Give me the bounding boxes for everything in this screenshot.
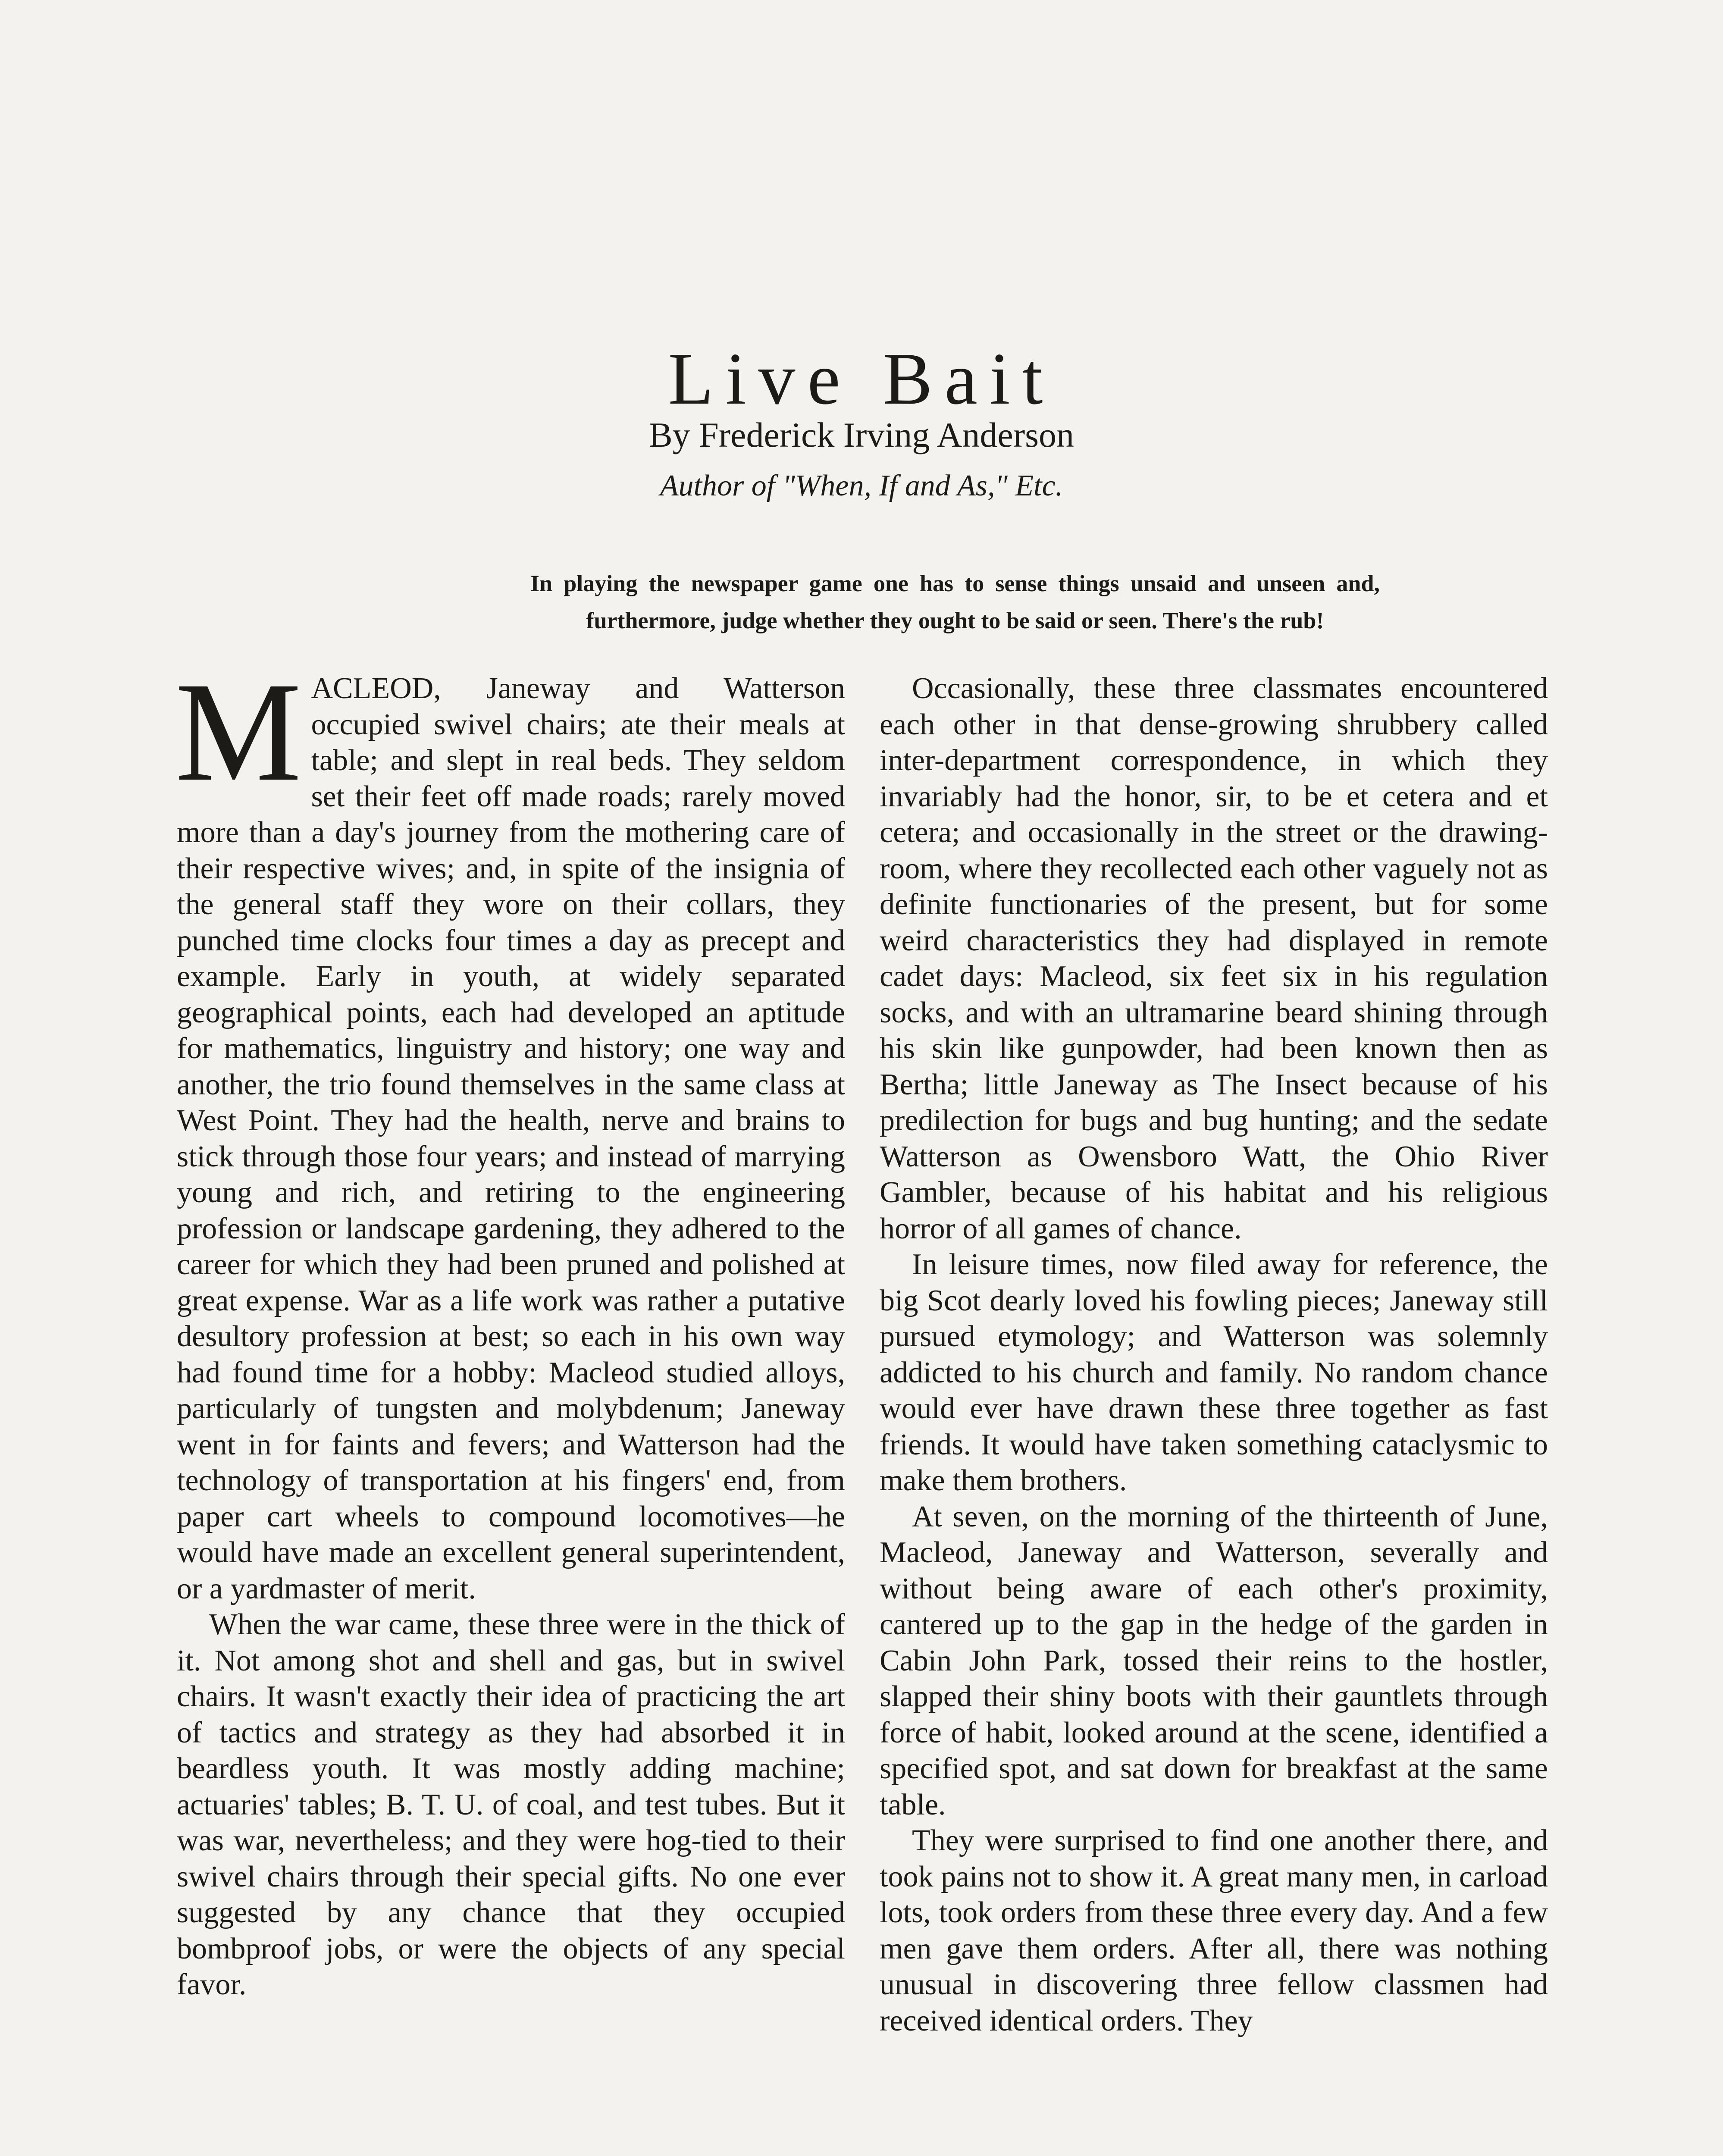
paragraph xyxy=(175,653,845,1607)
paragraph: When the war came, these three were in the thick of it. Not among shot and shell and gas, but in swivel chairs. It wasn't exactly their idea of practicing the art of tactics and strategy as they had absorbed it in beardless youth. It was mostly adding machine; actuaries' tables; B. T. U. of coal, and test tubes. But it was war, nevertheless; and they were hog-tied to their swivel chairs through their special gifts. No one ever suggested by any chance that they occupied bombproof jobs, or were the objects of any special favor. xyxy=(177,1608,845,2001)
paragraph: At seven, on the morning of the thirteenth of June, Macleod, Janeway and Watterson, severally and without being aware of each other's proximity, cantered up to the gap in the hedge of the garden in Cabin John Park, tossed their reins to the hostler, slapped their shiny boots with their gauntlets through force of habit, looked around at the scene, identified a specified spot, and sat down for breakfast at the same table. xyxy=(880,1500,1548,1821)
paragraph: Occasionally, these three classmates encountered each other in that dense-growing shrubbery called inter-department correspondence, in which they invariably had the honor, sir, to be et cetera and et cetera; and occasionally in the street or the drawing-room, where they recollected each other vaguely not as definite functionaries of the present, but for some weird characteristics they had displayed in remote cadet days: Macleod, six feet six in his regulation socks, and with an ultramarine beard shining through his skin like gunpowder, had been known then as Bertha; little Janeway as The Insect because of his predilection for bugs and bug hunting; and the sedate Watterson as Owensboro Watt, the Ohio River Gambler, because of his habitat and his religious horror of all games of chance. xyxy=(880,672,1548,1245)
author-credit: Author of "When, If and As," Etc. xyxy=(660,469,1063,502)
author-byline: By Frederick Irving Anderson xyxy=(648,415,1075,454)
story-deck: In playing the newspaper game one has to sense things unsaid and unseen and, furthermore, judge whether they ought to be said or seen. There's the rub! xyxy=(530,570,1380,633)
drop-cap: M xyxy=(175,653,302,811)
paragraph: They were surprised to find one another there, and took pains not to show it. A great many men, in carload lots, took orders from these three every day. And a few men gave them orders. After all, there was nothing unusual in discovering three fellow classmen had received identical orders. They xyxy=(880,1824,1548,2037)
paragraph-text: ACLEOD, Janeway and Watterson occupied swivel chairs; ate their meals at table; and slept in real beds. They seldom set their feet off made roads; rarely moved more than a day's journey from the mothering care of their respective wives; and, in spite of the insignia of the general staff they wore on their collars, they punched time clocks four times a day as precept and example. Early in youth, at widely separated geographical points, each had developed an aptitude for mathematics, linguistry and history; one way and another, the trio found themselves in the same class at West Point. They had the health, nerve and brains to stick through those four years; and instead of marrying young and rich, and retiring to the engineering profession or landscape gardening, they adhered to the career for which they had been pruned and polished at great expense. War as a life work was rather a putative desultory profession at best; so each in his own way had found time for a hobby: Macleod studied alloys, particularly of tungsten and molybdenum; Janeway went in for faints and fevers; and Watterson had the technology of transportation at his fingers' end, from paper cart wheels to compound locomotives—he would have made an excellent general superintendent, or a yardmaster of merit. xyxy=(177,672,845,1605)
paragraph: In leisure times, now filed away for reference, the big Scot dearly loved his fowling pieces; Janeway still pursued etymology; and Watterson was solemnly addicted to his church and family. No random chance would ever have drawn these three together as fast friends. It would have taken something cataclysmic to make them brothers. xyxy=(880,1248,1548,1497)
text-column-left xyxy=(175,653,845,2003)
text-column-right xyxy=(880,671,1548,2039)
story-title: Live Bait xyxy=(668,338,1055,420)
